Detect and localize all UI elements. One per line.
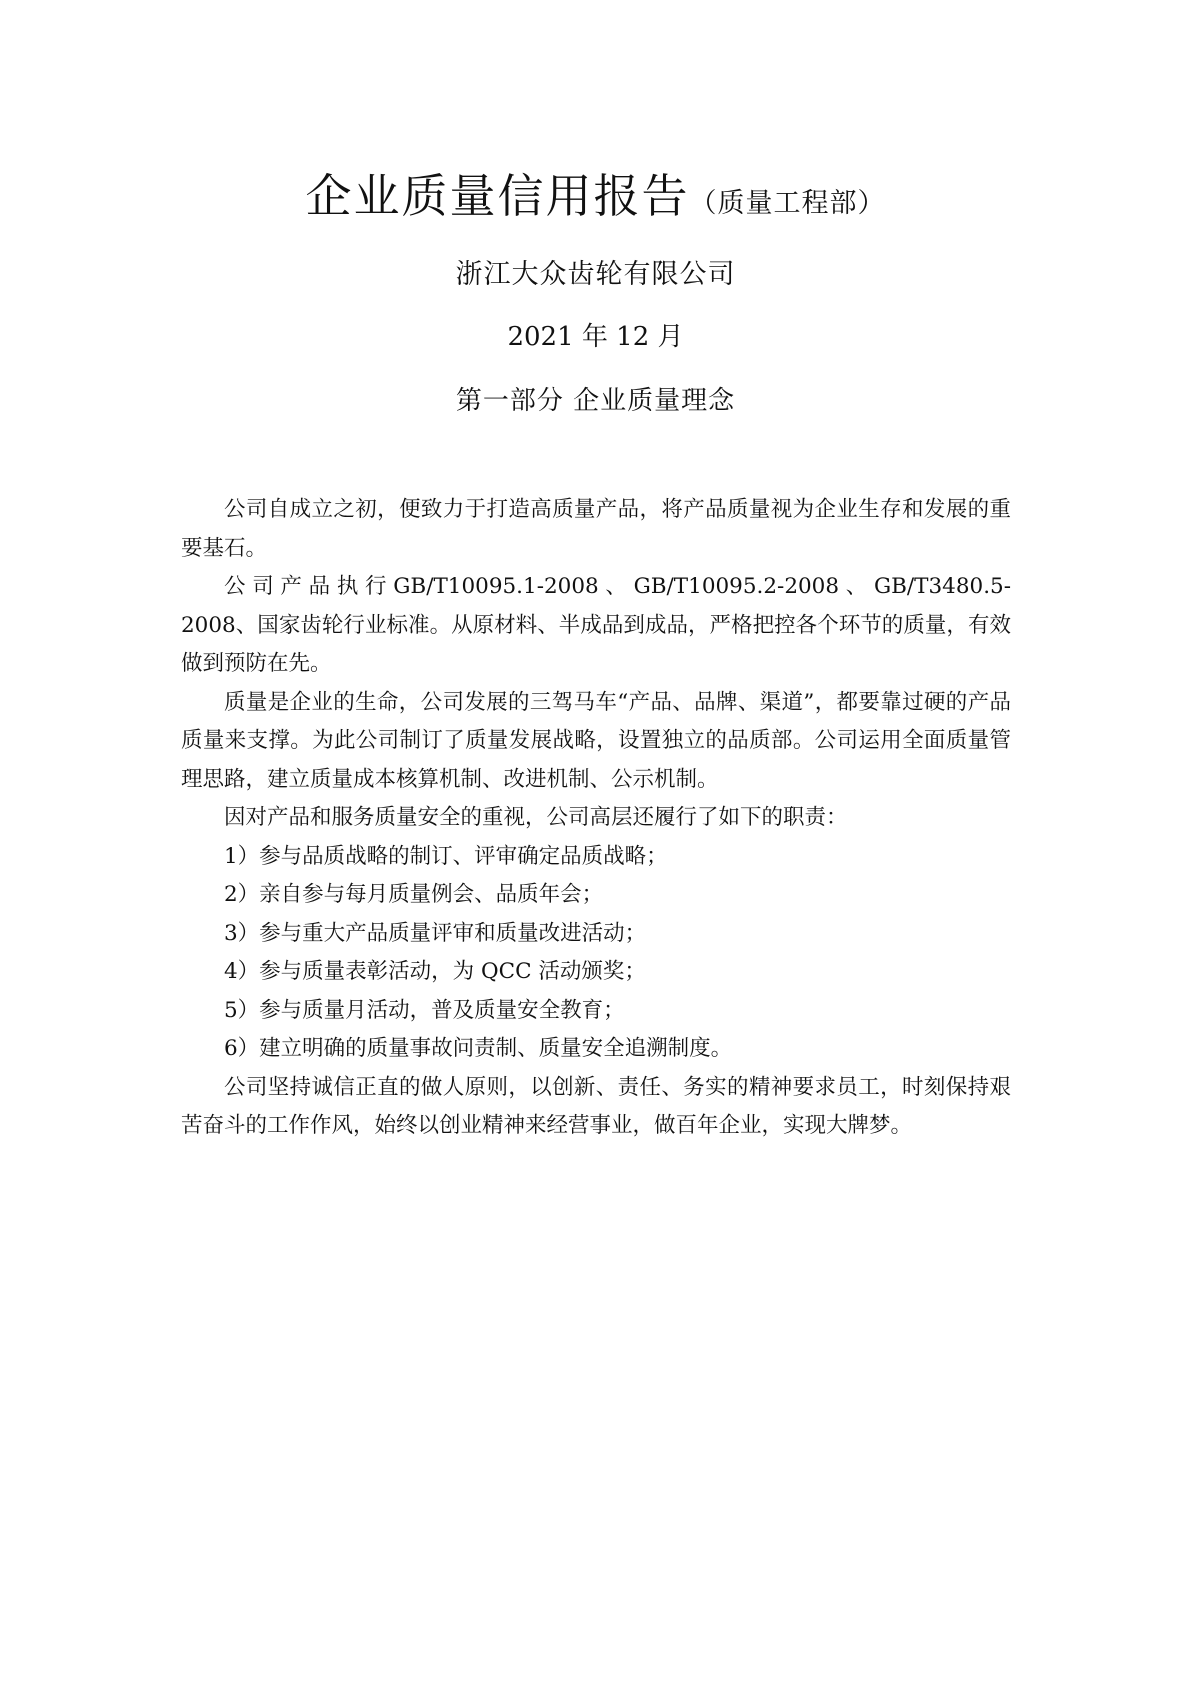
paragraph: 公司坚持诚信正直的做人原则，以创新、责任、务实的精神要求员工，时刻保持艰苦奋斗的工作作风，始终以创业精神来经营事业，做百年企业，实现大牌梦。 bbox=[181, 1074, 1011, 1138]
paragraph: 公司自成立之初，便致力于打造高质量产品，将产品质量视为企业生存和发展的重要基石。 bbox=[181, 497, 1011, 561]
list-item: 2）亲自参与每月质量例会、品质年会； bbox=[224, 882, 604, 907]
paragraph: 公司产品执行GB/T10095.1-2008、GB/T10095.2-2008、GB/T3480.5-2008、国家齿轮行业标准。从原材料、半成品到成品，严格把控各个环节的质量，有效做到预防在先。 bbox=[181, 574, 1011, 676]
list-item: 1）参与品质战略的制订、评审确定品质战略； bbox=[224, 843, 668, 869]
document-title bbox=[0, 160, 1191, 226]
list-item: 6）建立明确的质量事故问责制、质量安全追溯制度。 bbox=[224, 1036, 733, 1061]
report-date: 2021 年 12 月 bbox=[507, 322, 684, 352]
paragraph: 因对产品和服务质量安全的重视，公司高层还履行了如下的职责： bbox=[224, 805, 848, 830]
list-item: 3）参与重大产品质量评审和质量改进活动； bbox=[224, 920, 647, 946]
title-department: （质量工程部） bbox=[689, 188, 886, 219]
section-heading: 第一部分 企业质量理念 bbox=[455, 386, 736, 416]
company-name: 浙江大众齿轮有限公司 bbox=[455, 259, 736, 290]
body-text bbox=[181, 491, 1011, 1146]
title-main: 企业质量信用报告 bbox=[305, 169, 690, 223]
list-item: 5）参与质量月活动，普及质量安全教育； bbox=[224, 997, 625, 1023]
list-item: 4）参与质量表彰活动，为 QCC 活动颁奖； bbox=[224, 959, 646, 984]
paragraph: 质量是企业的生命，公司发展的三驾马车“产品、品牌、渠道”，都要靠过硬的产品质量来支撑。为此公司制订了质量发展战略，设置独立的品质部。公司运用全面质量管理思路，建立质量成本核算机制、改进机制、公示机制。 bbox=[181, 689, 1011, 792]
